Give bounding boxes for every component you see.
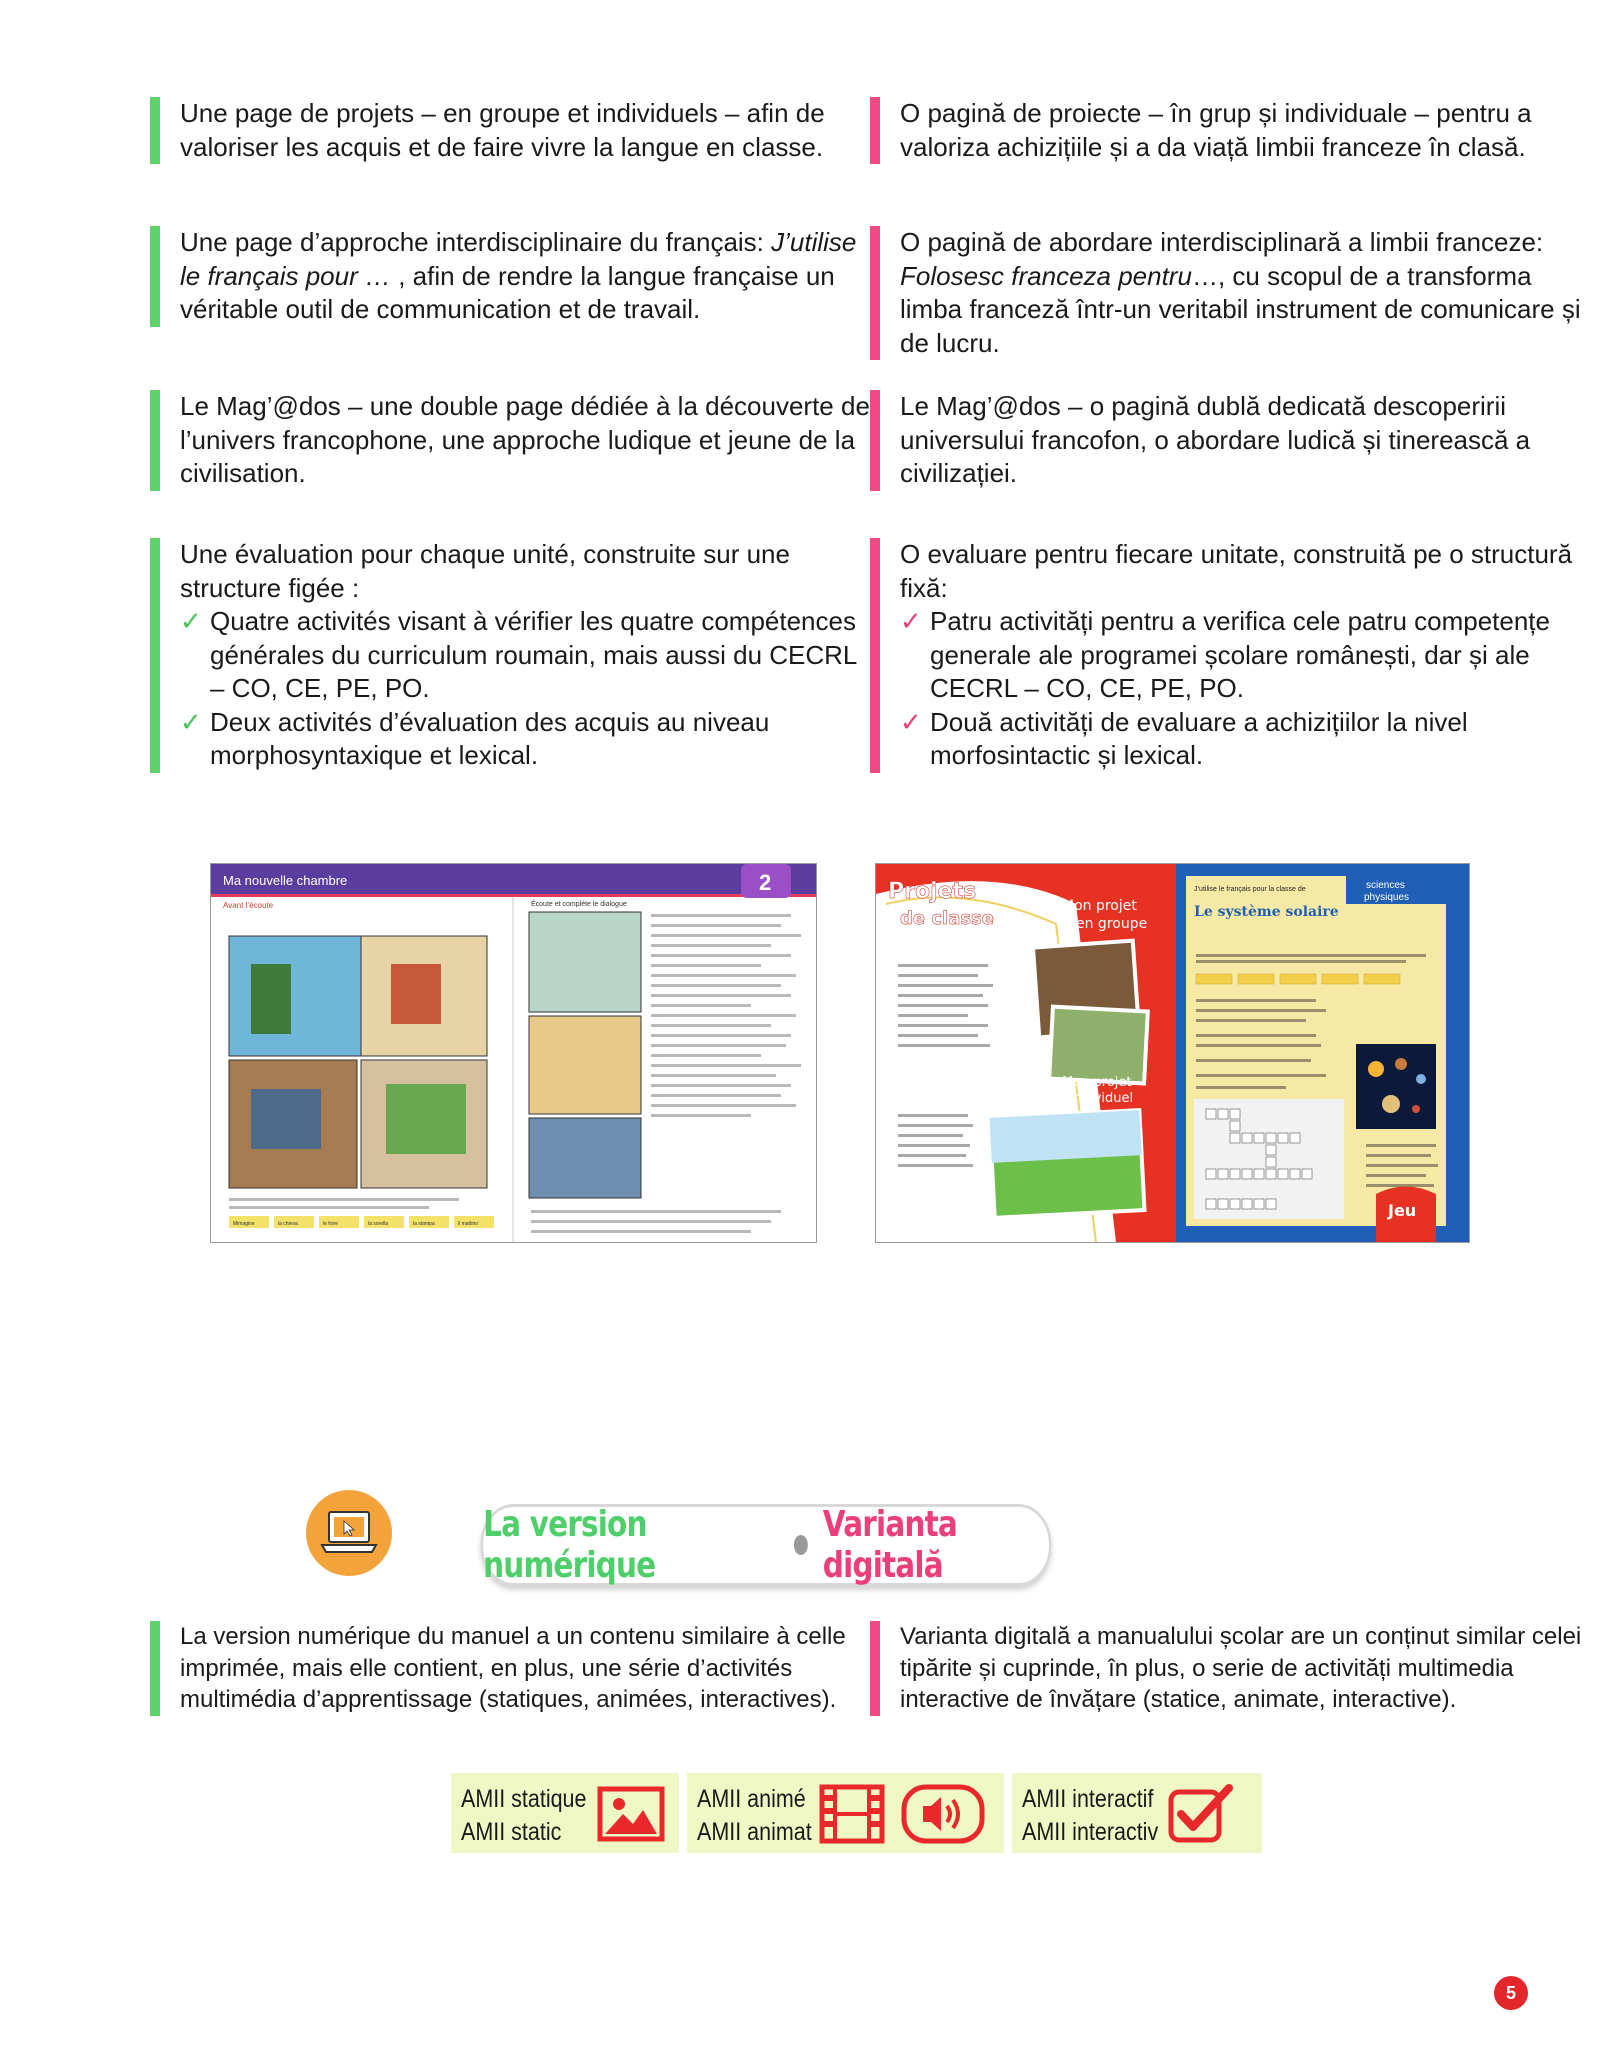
checkbox-checked-icon (1167, 1782, 1235, 1844)
ro-interdisc-part-a: O pagină de abordare interdisciplinară a limbii franceze: (900, 227, 1544, 257)
vocab-chip: la stampa (413, 1221, 435, 1227)
group-project-label-1: Mon projet (1062, 898, 1137, 914)
ro-digital-paragraph (870, 1621, 1590, 1716)
ro-evaluation-item-1 (900, 605, 1590, 706)
amii-animated-ro: AMII animat (697, 1818, 812, 1846)
ro-evaluation-item-2-text: Două activități de evaluare a achizițiilor la nivel morfosintactic și lexical. (930, 706, 1468, 770)
fr-interdisciplinary-text (180, 226, 870, 327)
fr-evaluation-item-1 (180, 605, 870, 706)
fr-evaluation-intro: Une évaluation pour chaque unité, construite sur une structure figée : (180, 539, 790, 603)
vocab-chip: la sorella (368, 1221, 389, 1227)
fr-evaluation-paragraph (150, 538, 870, 773)
amii-static-ro: AMII static (461, 1818, 562, 1846)
projects-spread-thumbnail (875, 863, 1470, 1243)
vocab-chip: il mattino (458, 1221, 479, 1227)
ro-interdisc-italic: Folosesc franceza pentru (900, 260, 1192, 291)
laptop-icon (306, 1490, 392, 1576)
unit-title: Ma nouvelle chambre (223, 873, 348, 888)
fr-projects-paragraph (150, 97, 870, 164)
fr-magados-text: Le Mag’@dos – une double page dédiée à la découverte de l’univers francophone, une approche ludique et jeune de la civilisation. (180, 391, 870, 488)
subject-label-1: sciences (1366, 880, 1405, 891)
amii-animated-label (697, 1783, 812, 1849)
image-icon (597, 1786, 665, 1842)
checkmark-icon: ✓ (180, 606, 202, 636)
fr-interdisciplinary-paragraph (150, 226, 870, 327)
projects-title-line-2: de classe (900, 908, 994, 929)
amii-animated-legend (687, 1773, 1004, 1853)
game-label: Jeu (1388, 1201, 1417, 1220)
fr-digital-text: La version numérique du manuel a un contenu similaire à celle imprimée, mais elle contient, en plus, une série d’activités multimédia d’apprentissage (statiques, animées, interactives). (180, 1623, 846, 1713)
ro-magados-paragraph (870, 390, 1590, 491)
amii-static-label (461, 1783, 586, 1849)
ro-interdisciplinary-paragraph (870, 226, 1590, 360)
checkmark-icon: ✓ (900, 706, 922, 737)
ro-interdisciplinary-text (900, 226, 1590, 360)
banner-title-fr: La version numérique (483, 1504, 656, 1586)
fr-projects-text: Une page de projets – en groupe et individuels – afin de valoriser les acquis et de faire vivre la langue en classe. (180, 98, 825, 162)
page-number: 5 (1494, 1976, 1528, 2010)
speaker-icon (901, 1784, 985, 1844)
ro-evaluation-item-1-text: Patru activități pentru a verifica cele patru competențe generale ale programei școlare românești, dar și ale CECRL – CO, CE, PE, PO. (930, 606, 1550, 703)
ro-evaluation-intro: O evaluare pentru fiecare unitate, construită pe o structură fixă: (900, 539, 1573, 603)
fr-interdisc-part-a: Une page d’approche interdisciplinaire du français: (180, 227, 772, 257)
amii-interactive-ro: AMII interactiv (1022, 1818, 1159, 1846)
banner-title-ro: Varianta digitală (822, 1504, 958, 1586)
fr-digital-paragraph (150, 1621, 870, 1716)
fr-interdisc-italic: J’utilise le français pour … (180, 227, 857, 291)
section-heading-2: Écoute et complète le dialogue (531, 901, 627, 908)
individual-project-label-1: Mon projet (1062, 1075, 1132, 1090)
amii-static-legend (451, 1773, 679, 1853)
amii-interactive-fr: AMII interactif (1022, 1785, 1154, 1813)
ro-digital-text: Varianta digitală a manualului școlar are un conținut similar celei tipărite și cuprinde, în plus, o serie de activități multimedia interactive de învățare (statice, animate, interactive). (900, 1623, 1582, 1713)
laptop-icon-graphic (306, 1490, 392, 1576)
amii-animated-fr: AMII animé (697, 1785, 806, 1813)
subject-label-2: physiques (1364, 892, 1410, 903)
ro-evaluation-paragraph (870, 538, 1590, 773)
textbook-spread-thumbnail (210, 863, 817, 1243)
digital-version-banner (481, 1504, 1052, 1586)
amii-interactive-label (1022, 1783, 1158, 1849)
fr-interdisc-part-b: , afin de rendre la langue française un véritable outil de communication et de travail. (180, 260, 835, 324)
unit-number: 2 (759, 870, 772, 895)
fr-magados-paragraph (150, 390, 870, 491)
ro-magados-text: Le Mag’@dos – o pagină dublă dedicată descoperirii universului francofon, o abordare ludică și tinerească a civilizației. (900, 391, 1531, 488)
ro-interdisc-part-b: …, cu scopul de a transforma limba franceză într-un veritabil instrument de comunicare și de lucru. (900, 260, 1581, 358)
ro-projects-paragraph (870, 97, 1590, 164)
vocab-chip: le foire (323, 1221, 339, 1227)
projects-spread-graphic (876, 864, 1469, 1242)
amii-static-fr: AMII statique (461, 1785, 587, 1813)
vocab-chip: Mimagine (233, 1221, 255, 1227)
group-project-label-2: en groupe (1076, 916, 1148, 932)
interdisciplinary-header: J’utilise le français pour la classe de (1194, 886, 1306, 893)
separator-dot-icon (794, 1535, 808, 1555)
amii-interactive-legend (1012, 1773, 1262, 1853)
section-heading: Avant l’écoute (223, 901, 274, 910)
fr-evaluation-item-2-text: Deux activités d’évaluation des acquis au niveau morphosyntaxique et lexical. (210, 706, 770, 770)
ro-evaluation-item-2 (900, 706, 1590, 773)
film-icon (819, 1784, 885, 1844)
fr-evaluation-item-2 (180, 706, 870, 773)
checkmark-icon: ✓ (900, 606, 922, 636)
projects-title-line-1: Projets (888, 879, 977, 904)
vocab-chip: la chiesa (278, 1221, 298, 1227)
textbook-spread-graphic (211, 864, 816, 1242)
ro-projects-text: O pagină de proiecte – în grup și individuale – pentru a valoriza achizițiile și a da viață limbii franceze în clasă. (900, 98, 1532, 162)
fr-evaluation-item-1-text: Quatre activités visant à vérifier les quatre compétences générales du curriculum roumain, mais aussi du CECRL – CO, CE, PE, PO. (210, 606, 857, 703)
individual-project-label-2: individuel (1070, 1091, 1134, 1106)
solar-system-title: Le système solaire (1194, 904, 1339, 920)
checkmark-icon: ✓ (180, 706, 202, 737)
